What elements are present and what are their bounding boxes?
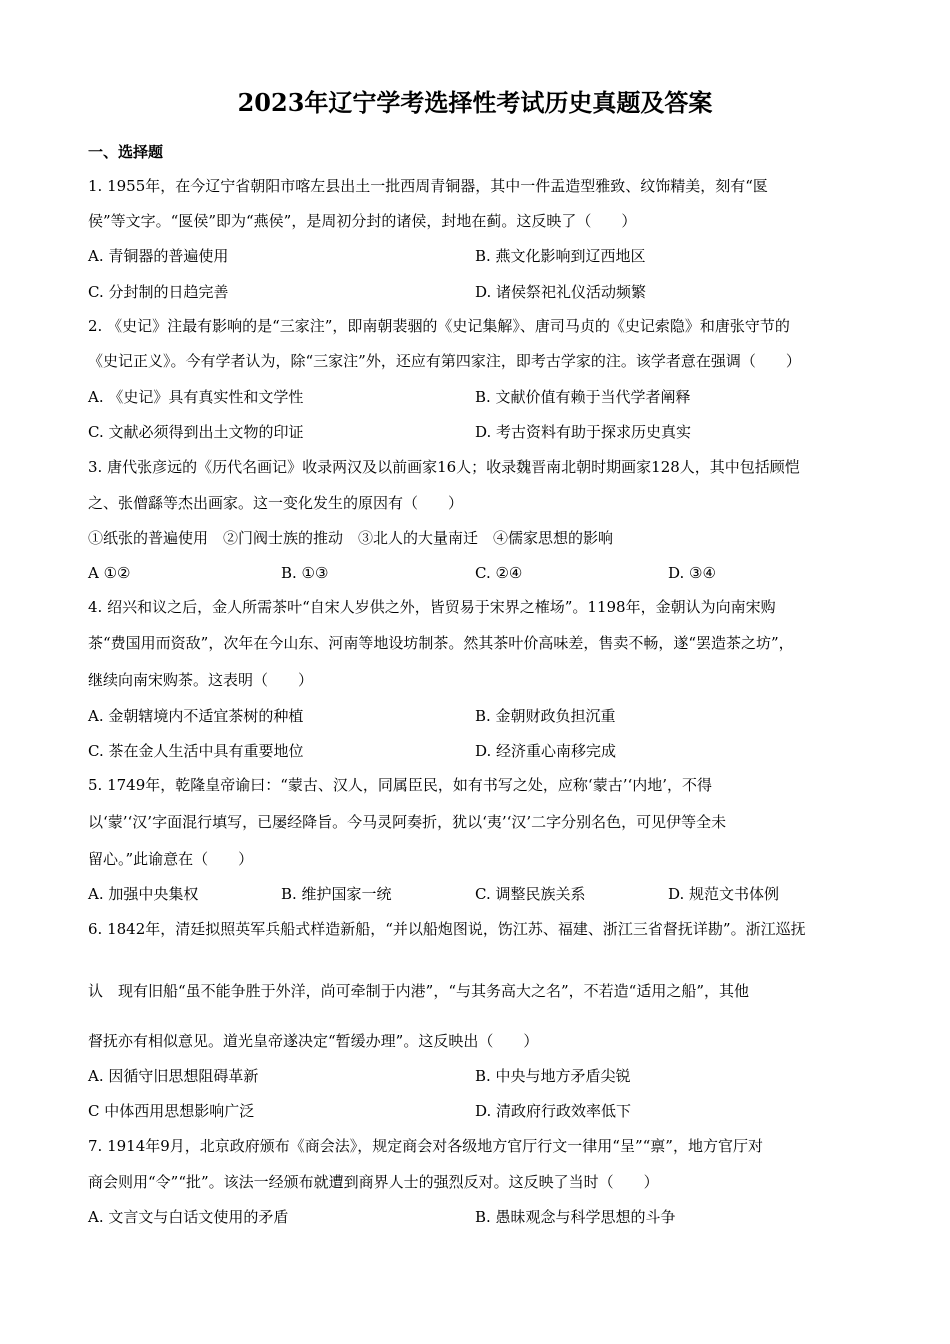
q4-option-c: C. 茶在金人生活中具有重要地位 [88,742,304,760]
q2-option-c: C. 文献必须得到出土文物的印证 [88,423,304,441]
q4-option-d: D. 经济重心南移完成 [475,742,617,760]
q1-option-d: D. 诸侯祭祀礼仪活动频繁 [475,283,647,301]
q6-stem-line-1: 6. 1842年，清廷拟照英军兵船式样造新船，“并以船炮图说，饬江苏、福建、浙江三省督抚详勘”。浙江巡抚 [88,920,806,938]
q6-option-d: D. 清政府行政效率低下 [475,1102,632,1120]
q1-option-b: B. 燕文化影响到辽西地区 [475,247,646,265]
q7-stem-line-1: 7. 1914年9月，北京政府颁布《商会法》，规定商会对各级地方官厅行文一律用“呈”“禀”，地方官厅对 [88,1137,763,1155]
q4-stem-line-2: 茶“费国用而资敌”，次年在今山东、河南等地设坊制茶。然其茶叶价高味差，售卖不畅，遂“罢造茶之坊”， [88,634,794,652]
q6-option-c: C 中体西用思想影响广泛 [88,1102,255,1120]
q5-option-d: D. 规范文书体例 [668,885,780,903]
q3-option-b: B. ①③ [281,564,329,582]
q2-option-a: A. 《史记》具有真实性和文学性 [88,388,304,406]
q7-stem-line-2: 商会则用“令”“批”。该法一经颁布就遭到商界人士的强烈反对。这反映了当时（ ） [88,1173,659,1191]
document-title: 2023年辽宁学考选择性考试历史真题及答案 [237,88,713,117]
q3-stem-line-3: ①纸张的普遍使用 ②门阀士族的推动 ③北人的大量南迁 ④儒家思想的影响 [88,529,614,547]
q2-stem-line-1: 2. 《史记》注最有影响的是“三家注”，即南朝裴骃的《史记集解》、唐司马贞的《史记索隐》和唐张守节的 [88,317,790,335]
q1-option-c: C. 分封制的日趋完善 [88,283,229,301]
q3-option-c: C. ②④ [475,564,523,582]
q7-option-b: B. 愚昧观念与科学思想的斗争 [475,1208,676,1226]
q4-option-b: B. 金朝财政负担沉重 [475,707,616,725]
q5-option-a: A. 加强中央集权 [88,885,199,903]
q3-stem-line-1: 3. 唐代张彦远的《历代名画记》收录两汉及以前画家16人；收录魏晋南北朝时期画家128人，其中包括顾恺 [88,458,800,476]
q2-option-d: D. 考古资料有助于探求历史真实 [475,423,692,441]
q5-stem-line-1: 5. 1749年，乾隆皇帝谕曰：“蒙古、汉人，同属臣民，如有书写之处，应称‘蒙古’‘内地’，不得 [88,776,712,794]
q2-option-b: B. 文献价值有赖于当代学者阐释 [475,388,691,406]
q1-stem-line-2: 侯”等文字。“匽侯”即为“燕侯”，是周初分封的诸侯，封地在蓟。这反映了（ ） [88,212,637,230]
q2-stem-line-2: 《史记正义》。今有学者认为，除“三家注”外，还应有第四家注，即考古学家的注。该学者意在强调（ ） [88,352,801,370]
q6-option-b: B. 中央与地方矛盾尖锐 [475,1067,631,1085]
q4-option-a: A. 金朝辖境内不适宜茶树的种植 [88,707,304,725]
q4-stem-line-3: 继续向南宋购茶。这表明（ ） [88,671,314,689]
q5-option-b: B. 维护国家一统 [281,885,392,903]
q5-stem-line-2: 以‘蒙’‘汉’字面混行填写，已屡经降旨。今马灵阿奏折，犹以‘夷’‘汉’二字分别名色，可见伊等全未 [88,813,727,831]
q3-option-a: A ①② [88,564,131,582]
q7-option-a: A. 文言文与白话文使用的矛盾 [88,1208,289,1226]
q1-stem-line-1: 1. 1955年，在今辽宁省朝阳市喀左县出土一批西周青铜器，其中一件盂造型雅致、纹饰精美，刻有“匽 [88,177,768,195]
q1-option-a: A. 青铜器的普遍使用 [88,247,229,265]
q6-stem-line-2: 认 现有旧船“虽不能争胜于外洋，尚可牵制于内港”，“与其务高大之名”，不若造“适用之船”，其他 [88,982,750,1000]
q6-option-a: A. 因循守旧思想阻碍革新 [88,1067,259,1085]
q4-stem-line-1: 4. 绍兴和议之后，金人所需茶叶“自宋人岁供之外，皆贸易于宋界之榷场”。1198年，金朝认为向南宋购 [88,598,776,616]
q3-stem-line-2: 之、张僧繇等杰出画家。这一变化发生的原因有（ ） [88,494,464,512]
q6-stem-line-3: 督抚亦有相似意见。道光皇帝遂决定“暂缓办理”。这反映出（ ） [88,1032,539,1050]
section-heading: 一、选择题 [88,143,164,161]
q5-option-c: C. 调整民族关系 [475,885,586,903]
q5-stem-line-3: 留心。”此谕意在（ ） [88,850,254,868]
q3-option-d: D. ③④ [668,564,716,582]
